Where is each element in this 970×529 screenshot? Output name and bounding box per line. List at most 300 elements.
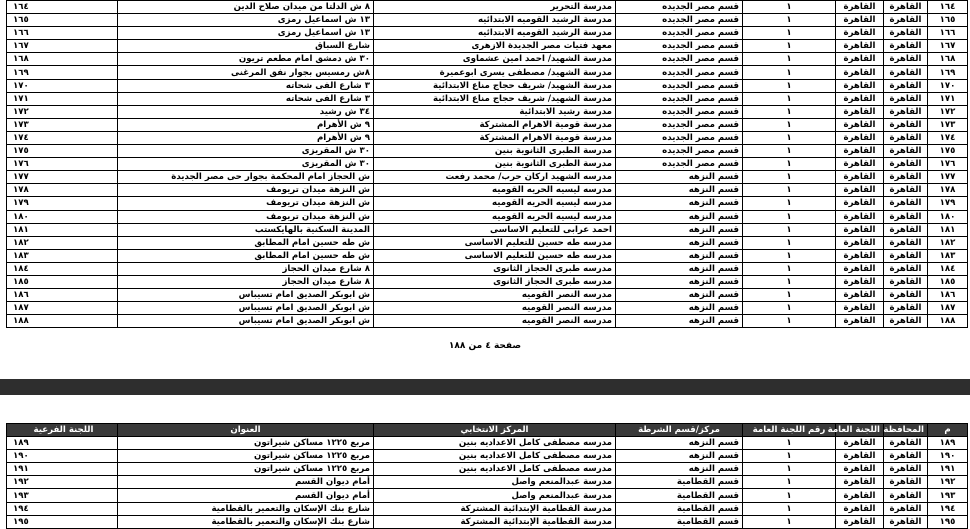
- cell-general-committee: القاهرة: [836, 66, 884, 79]
- cell-address: ٨ شارع ميدان الحجاز: [118, 275, 374, 288]
- cell-governorate: القاهرة: [884, 118, 928, 131]
- cell-address: ش النزهة ميدان تريومف: [118, 184, 374, 197]
- cell-governorate: القاهرة: [884, 105, 928, 118]
- cell-address: ٨ شارع ميدان الحجاز: [118, 262, 374, 275]
- header-sub-committee: اللجنة الفرعية: [7, 424, 118, 437]
- cell-electoral-center: مدرسة رشيد الابتدائية: [374, 105, 616, 118]
- cell-governorate: القاهرة: [884, 210, 928, 223]
- cell-governorate: القاهرة: [884, 27, 928, 40]
- table-row: [7, 79, 968, 92]
- cell-governorate: القاهرة: [884, 92, 928, 105]
- cell-general-committee-number: ١: [743, 53, 836, 66]
- cell-governorate: القاهرة: [884, 145, 928, 158]
- cell-electoral-center: مدرسه ليسيه الحريه القوميه: [374, 184, 616, 197]
- cell-police-station: قسم النزهه: [616, 171, 743, 184]
- cell-general-committee-number: ١: [743, 27, 836, 40]
- cell-electoral-center: مدرسه النصر القوميه: [374, 302, 616, 315]
- cell-police-station: قسم مصر الجديده: [616, 158, 743, 171]
- header-num: م: [928, 424, 968, 437]
- cell-general-committee: القاهرة: [836, 105, 884, 118]
- cell-address: ش ابوبكر الصديق امام تسيباس: [118, 315, 374, 328]
- cell-general-committee: القاهرة: [836, 118, 884, 131]
- cell-electoral-center: مدرسة القطامية الإبتدائية المشتركة: [374, 502, 616, 515]
- cell-address: ١٣ ش اسماعيل رمزى: [118, 27, 374, 40]
- cell-num: ١٨٧: [928, 302, 968, 315]
- cell-governorate: القاهرة: [884, 14, 928, 27]
- table-row: [7, 463, 968, 476]
- cell-police-station: قسم النزهه: [616, 315, 743, 328]
- cell-general-committee: القاهرة: [836, 450, 884, 463]
- cell-general-committee-number: ١: [743, 223, 836, 236]
- cell-governorate: القاهرة: [884, 66, 928, 79]
- cell-police-station: قسم النزهه: [616, 463, 743, 476]
- cell-num: ١٩٣: [928, 489, 968, 502]
- cell-electoral-center: مدرسه طه حسين للتعليم الاساسى: [374, 249, 616, 262]
- cell-general-committee: القاهرة: [836, 515, 884, 528]
- table-row: [7, 92, 968, 105]
- cell-general-committee: القاهرة: [836, 131, 884, 144]
- cell-general-committee-number: ١: [743, 14, 836, 27]
- cell-general-committee: القاهرة: [836, 40, 884, 53]
- cell-general-committee-number: ١: [743, 79, 836, 92]
- cell-num: ١٨٥: [928, 275, 968, 288]
- table-row: [7, 450, 968, 463]
- cell-general-committee: القاهرة: [836, 437, 884, 450]
- cell-sub-committee: ١٨٩: [7, 437, 118, 450]
- cell-general-committee: القاهرة: [836, 275, 884, 288]
- bottom-table-body: [7, 437, 968, 529]
- cell-address: ٩ ش الأهرام: [118, 131, 374, 144]
- cell-num: ١٧٧: [928, 171, 968, 184]
- table-row: [7, 105, 968, 118]
- cell-general-committee-number: ١: [743, 171, 836, 184]
- cell-address: المدينة السكنية بالهايكستب: [118, 223, 374, 236]
- cell-general-committee: القاهرة: [836, 1, 884, 14]
- cell-general-committee: القاهرة: [836, 27, 884, 40]
- table-row: [7, 210, 968, 223]
- table-row: [7, 40, 968, 53]
- cell-sub-committee: ١٩٥: [7, 515, 118, 528]
- cell-governorate: القاهرة: [884, 489, 928, 502]
- table-row: [7, 476, 968, 489]
- cell-electoral-center: مدرسه مصطفى كامل الاعداديه بنين: [374, 437, 616, 450]
- cell-general-committee-number: ١: [743, 118, 836, 131]
- table-row: [7, 158, 968, 171]
- cell-num: ١٨٢: [928, 236, 968, 249]
- cell-police-station: قسم مصر الجديده: [616, 14, 743, 27]
- table-row: [7, 27, 968, 40]
- cell-num: ١٧٩: [928, 197, 968, 210]
- cell-governorate: القاهرة: [884, 275, 928, 288]
- table-row: [7, 302, 968, 315]
- cell-general-committee-number: ١: [743, 145, 836, 158]
- cell-address: مربع ١٢٢٥ مساكن شيراتون: [118, 450, 374, 463]
- cell-num: ١٧٣: [928, 118, 968, 131]
- header-governorate: المحافظة: [884, 424, 928, 437]
- cell-general-committee-number: ١: [743, 262, 836, 275]
- cell-sub-committee: ١٧٨: [7, 184, 118, 197]
- cell-governorate: القاهرة: [884, 463, 928, 476]
- cell-general-committee: القاهرة: [836, 171, 884, 184]
- header-electoral-center: المركز الانتخابي: [374, 424, 616, 437]
- cell-electoral-center: مدرسة الطبرى الثانوية بنين: [374, 158, 616, 171]
- cell-police-station: قسم النزهه: [616, 262, 743, 275]
- cell-general-committee-number: ١: [743, 437, 836, 450]
- cell-governorate: القاهرة: [884, 53, 928, 66]
- cell-address: ش الحجاز امام المحكمة بجوار حى مصر الجديدة: [118, 171, 374, 184]
- cell-police-station: قسم مصر الجديده: [616, 53, 743, 66]
- cell-num: ١٨٤: [928, 262, 968, 275]
- cell-sub-committee: ١٩٣: [7, 489, 118, 502]
- cell-general-committee-number: ١: [743, 289, 836, 302]
- cell-num: ١٩١: [928, 463, 968, 476]
- cell-governorate: القاهرة: [884, 131, 928, 144]
- cell-num: ١٩٥: [928, 515, 968, 528]
- table-row: [7, 289, 968, 302]
- cell-num: ١٨٨: [928, 315, 968, 328]
- cell-governorate: القاهرة: [884, 171, 928, 184]
- page-divider: [0, 379, 970, 395]
- cell-governorate: القاهرة: [884, 184, 928, 197]
- cell-general-committee-number: ١: [743, 92, 836, 105]
- cell-general-committee: القاهرة: [836, 315, 884, 328]
- cell-general-committee: القاهرة: [836, 53, 884, 66]
- cell-electoral-center: مدرسة الشهيد/ مصطفى يسرى ابوعميرة: [374, 66, 616, 79]
- cell-police-station: قسم النزهه: [616, 210, 743, 223]
- cell-governorate: القاهرة: [884, 476, 928, 489]
- cell-general-committee-number: ١: [743, 249, 836, 262]
- cell-num: ١٩٤: [928, 502, 968, 515]
- table-row: [7, 171, 968, 184]
- table-row: [7, 236, 968, 249]
- cell-general-committee-number: ١: [743, 158, 836, 171]
- cell-sub-committee: ١٦٦: [7, 27, 118, 40]
- cell-electoral-center: مدرسه مصطفى كامل الاعداديه بنين: [374, 450, 616, 463]
- cell-general-committee-number: ١: [743, 66, 836, 79]
- table-row: [7, 262, 968, 275]
- cell-electoral-center: مدرسة الرشيد القوميه الابتدائيه: [374, 14, 616, 27]
- cell-num: ١٩٠: [928, 450, 968, 463]
- cell-sub-committee: ١٦٥: [7, 14, 118, 27]
- cell-general-committee: القاهرة: [836, 236, 884, 249]
- cell-sub-committee: ١٦٧: [7, 40, 118, 53]
- cell-general-committee: القاهرة: [836, 158, 884, 171]
- cell-electoral-center: مدرسه طبرى الحجاز الثانوى: [374, 275, 616, 288]
- cell-police-station: قسم النزهه: [616, 184, 743, 197]
- header-general-committee-number: رقم اللجنة العامة: [743, 424, 836, 437]
- cell-general-committee-number: ١: [743, 210, 836, 223]
- table-row: [7, 437, 968, 450]
- cell-police-station: قسم النزهه: [616, 437, 743, 450]
- cell-address: مربع ١٢٢٥ مساكن شيراتون: [118, 463, 374, 476]
- table-row: [7, 197, 968, 210]
- cell-sub-committee: ١٩٢: [7, 476, 118, 489]
- cell-police-station: قسم النزهه: [616, 236, 743, 249]
- cell-police-station: قسم القطامية: [616, 476, 743, 489]
- cell-address: ٨ ش الدلتا من ميدان صلاح الدين: [118, 1, 374, 14]
- cell-police-station: قسم مصر الجديده: [616, 145, 743, 158]
- cell-general-committee-number: ١: [743, 450, 836, 463]
- cell-num: ١٦٤: [928, 1, 968, 14]
- cell-governorate: القاهرة: [884, 437, 928, 450]
- cell-sub-committee: ١٨٠: [7, 210, 118, 223]
- cell-police-station: قسم النزهه: [616, 275, 743, 288]
- cell-general-committee: القاهرة: [836, 476, 884, 489]
- cell-address: ٨ش رمسيس بجوار نفق المرغنى: [118, 66, 374, 79]
- cell-general-committee: القاهرة: [836, 223, 884, 236]
- cell-electoral-center: مدرسة قومية الاهرام المشتركة: [374, 131, 616, 144]
- cell-police-station: قسم مصر الجديده: [616, 40, 743, 53]
- cell-sub-committee: ١٧٣: [7, 118, 118, 131]
- table-row: [7, 131, 968, 144]
- cell-num: ١٧٠: [928, 79, 968, 92]
- cell-sub-committee: ١٦٩: [7, 66, 118, 79]
- cell-electoral-center: مدرسه طه حسين للتعليم الاساسى: [374, 236, 616, 249]
- cell-general-committee-number: ١: [743, 502, 836, 515]
- cell-police-station: قسم مصر الجديده: [616, 79, 743, 92]
- cell-electoral-center: مدرسة الرشيد القوميه الابتدائيه: [374, 27, 616, 40]
- cell-sub-committee: ١٩٤: [7, 502, 118, 515]
- table-row: [7, 502, 968, 515]
- cell-num: ١٨٩: [928, 437, 968, 450]
- cell-sub-committee: ١٨٥: [7, 275, 118, 288]
- cell-sub-committee: ١٧٠: [7, 79, 118, 92]
- cell-general-committee: القاهرة: [836, 489, 884, 502]
- cell-electoral-center: مدرسه ليسيه الحريه القوميه: [374, 210, 616, 223]
- cell-sub-committee: ١٧٥: [7, 145, 118, 158]
- cell-num: ١٧٦: [928, 158, 968, 171]
- cell-sub-committee: ١٨٢: [7, 236, 118, 249]
- cell-police-station: قسم مصر الجديده: [616, 92, 743, 105]
- cell-electoral-center: مدرسه طبرى الحجاز الثانوى: [374, 262, 616, 275]
- cell-police-station: قسم النزهه: [616, 249, 743, 262]
- table-row: [7, 249, 968, 262]
- cell-general-committee-number: ١: [743, 275, 836, 288]
- cell-address: ١٣ ش اسماعيل رمزى: [118, 14, 374, 27]
- cell-general-committee-number: ١: [743, 463, 836, 476]
- cell-address: ش ابوبكر الصديق امام تسيباس: [118, 289, 374, 302]
- cell-electoral-center: مدرسة عبدالمنعم واصل: [374, 476, 616, 489]
- cell-general-committee: القاهرة: [836, 210, 884, 223]
- cell-governorate: القاهرة: [884, 236, 928, 249]
- cell-governorate: القاهرة: [884, 502, 928, 515]
- cell-address: شارع بنك الإسكان والتعمير بالقطامية: [118, 515, 374, 528]
- cell-address: ش النزهة ميدان تريومف: [118, 197, 374, 210]
- committees-table-bottom: [6, 423, 968, 529]
- cell-general-committee: القاهرة: [836, 197, 884, 210]
- cell-police-station: قسم القطامية: [616, 515, 743, 528]
- table-row: [7, 515, 968, 528]
- cell-general-committee-number: ١: [743, 1, 836, 14]
- cell-address: أمام ديوان القسم: [118, 476, 374, 489]
- cell-general-committee: القاهرة: [836, 79, 884, 92]
- cell-sub-committee: ١٧٦: [7, 158, 118, 171]
- cell-electoral-center: احمد عرابى للتعليم الاساسى: [374, 223, 616, 236]
- cell-governorate: القاهرة: [884, 302, 928, 315]
- table-row: [7, 66, 968, 79]
- cell-electoral-center: معهد فتيات مصر الجديدة الازهرى: [374, 40, 616, 53]
- cell-num: ١٨٠: [928, 210, 968, 223]
- cell-general-committee: القاهرة: [836, 249, 884, 262]
- cell-sub-committee: ١٧١: [7, 92, 118, 105]
- cell-governorate: القاهرة: [884, 197, 928, 210]
- cell-electoral-center: مدرسه الشهيد اركان حرب/ محمد رفعت: [374, 171, 616, 184]
- cell-num: ١٧١: [928, 92, 968, 105]
- cell-num: ١٦٨: [928, 53, 968, 66]
- cell-governorate: القاهرة: [884, 315, 928, 328]
- cell-num: ١٨٣: [928, 249, 968, 262]
- cell-general-committee: القاهرة: [836, 289, 884, 302]
- cell-sub-committee: ١٨٣: [7, 249, 118, 262]
- cell-electoral-center: مدرسه مصطفى كامل الاعداديه بنين: [374, 463, 616, 476]
- table-row: [7, 489, 968, 502]
- cell-electoral-center: مدرسة قومية الاهرام المشتركة: [374, 118, 616, 131]
- cell-address: مربع ١٢٢٥ مساكن شيراتون: [118, 437, 374, 450]
- cell-police-station: قسم القطامية: [616, 489, 743, 502]
- cell-address: ٣٠ ش المقريزى: [118, 145, 374, 158]
- table-row: [7, 118, 968, 131]
- cell-general-committee-number: ١: [743, 236, 836, 249]
- cell-address: ش طه حسين امام المطابق: [118, 236, 374, 249]
- cell-address: ٩ ش الأهرام: [118, 118, 374, 131]
- table-row: [7, 223, 968, 236]
- table-row: [7, 145, 968, 158]
- cell-general-committee-number: ١: [743, 105, 836, 118]
- cell-police-station: قسم مصر الجديده: [616, 27, 743, 40]
- cell-general-committee-number: ١: [743, 302, 836, 315]
- cell-general-committee: القاهرة: [836, 302, 884, 315]
- cell-num: ١٨١: [928, 223, 968, 236]
- cell-num: ١٧٥: [928, 145, 968, 158]
- table-header-row: [7, 424, 968, 437]
- table-row: [7, 184, 968, 197]
- cell-address: شارع بنك الإسكان والتعمير بالقطامية: [118, 502, 374, 515]
- cell-address: أمام ديوان القسم: [118, 489, 374, 502]
- table-row: [7, 275, 968, 288]
- cell-electoral-center: مدرسه النصر القوميه: [374, 289, 616, 302]
- cell-electoral-center: مدرسة الشهيد/ احمد امين عشماوى: [374, 53, 616, 66]
- cell-num: ١٩٢: [928, 476, 968, 489]
- cell-police-station: قسم النزهه: [616, 197, 743, 210]
- cell-address: ٣٤ ش رشيد: [118, 105, 374, 118]
- cell-police-station: قسم مصر الجديده: [616, 66, 743, 79]
- cell-sub-committee: ١٨١: [7, 223, 118, 236]
- cell-police-station: قسم القطامية: [616, 502, 743, 515]
- cell-electoral-center: مدرسة الشهيد/ شريف حجاج مناع الابتدائية: [374, 92, 616, 105]
- cell-sub-committee: ١٧٢: [7, 105, 118, 118]
- cell-address: ش النزهة ميدان تريومف: [118, 210, 374, 223]
- header-police-station: مركز/قسم الشرطة: [616, 424, 743, 437]
- cell-general-committee: القاهرة: [836, 14, 884, 27]
- cell-governorate: القاهرة: [884, 262, 928, 275]
- cell-general-committee-number: ١: [743, 315, 836, 328]
- cell-electoral-center: مدرسة القطامية الإبتدائية المشتركة: [374, 515, 616, 528]
- cell-electoral-center: مدرسه النصر القوميه: [374, 315, 616, 328]
- table-row: [7, 1, 968, 14]
- cell-address: شارع السباق: [118, 40, 374, 53]
- cell-general-committee: القاهرة: [836, 502, 884, 515]
- cell-governorate: القاهرة: [884, 40, 928, 53]
- committees-table-top: [6, 0, 968, 328]
- cell-num: ١٨٦: [928, 289, 968, 302]
- cell-address: ش ابوبكر الصديق امام تسيباس: [118, 302, 374, 315]
- header-address: العنوان: [118, 424, 374, 437]
- cell-address: ٣ شارع الفى شحاته: [118, 92, 374, 105]
- cell-general-committee-number: ١: [743, 515, 836, 528]
- cell-governorate: القاهرة: [884, 1, 928, 14]
- page-footer: صفحة ٤ من ١٨٨: [448, 341, 522, 351]
- cell-police-station: قسم مصر الجديده: [616, 118, 743, 131]
- cell-police-station: قسم مصر الجديده: [616, 105, 743, 118]
- table-row: [7, 14, 968, 27]
- cell-governorate: القاهرة: [884, 289, 928, 302]
- cell-sub-committee: ١٨٤: [7, 262, 118, 275]
- cell-address: ٣٠ ش دمشق امام مطعم تريون: [118, 53, 374, 66]
- cell-num: ١٧٢: [928, 105, 968, 118]
- cell-num: ١٧٨: [928, 184, 968, 197]
- cell-sub-committee: ١٦٨: [7, 53, 118, 66]
- cell-police-station: قسم مصر الجديده: [616, 131, 743, 144]
- cell-general-committee-number: ١: [743, 489, 836, 502]
- cell-governorate: القاهرة: [884, 223, 928, 236]
- header-general-committee: اللجنة العامة: [836, 424, 884, 437]
- cell-sub-committee: ١٦٤: [7, 1, 118, 14]
- cell-general-committee: القاهرة: [836, 463, 884, 476]
- cell-general-committee: القاهرة: [836, 262, 884, 275]
- cell-electoral-center: مدرسة الطبرى الثانوية بنين: [374, 145, 616, 158]
- cell-num: ١٦٦: [928, 27, 968, 40]
- cell-general-committee: القاهرة: [836, 92, 884, 105]
- cell-police-station: قسم النزهه: [616, 289, 743, 302]
- cell-sub-committee: ١٨٨: [7, 315, 118, 328]
- cell-sub-committee: ١٩١: [7, 463, 118, 476]
- table-row: [7, 315, 968, 328]
- cell-address: ش طه حسين امام المطابق: [118, 249, 374, 262]
- cell-general-committee: القاهرة: [836, 184, 884, 197]
- cell-police-station: قسم النزهه: [616, 302, 743, 315]
- cell-sub-committee: ١٧٧: [7, 171, 118, 184]
- cell-governorate: القاهرة: [884, 158, 928, 171]
- cell-sub-committee: ١٨٧: [7, 302, 118, 315]
- cell-governorate: القاهرة: [884, 79, 928, 92]
- cell-num: ١٧٤: [928, 131, 968, 144]
- top-table-body: [7, 1, 968, 328]
- cell-general-committee-number: ١: [743, 197, 836, 210]
- cell-general-committee-number: ١: [743, 131, 836, 144]
- cell-police-station: قسم مصر الجديده: [616, 1, 743, 14]
- cell-sub-committee: ١٨٦: [7, 289, 118, 302]
- table-row: [7, 53, 968, 66]
- cell-num: ١٦٧: [928, 40, 968, 53]
- cell-num: ١٦٥: [928, 14, 968, 27]
- cell-sub-committee: ١٩٠: [7, 450, 118, 463]
- cell-general-committee-number: ١: [743, 40, 836, 53]
- cell-num: ١٦٩: [928, 66, 968, 79]
- cell-electoral-center: مدرسة التحرير: [374, 1, 616, 14]
- cell-sub-committee: ١٧٩: [7, 197, 118, 210]
- cell-general-committee-number: ١: [743, 476, 836, 489]
- cell-governorate: القاهرة: [884, 515, 928, 528]
- cell-general-committee-number: ١: [743, 184, 836, 197]
- cell-police-station: قسم النزهه: [616, 450, 743, 463]
- cell-electoral-center: مدرسة الشهيد/ شريف حجاج مناع الابتدائية: [374, 79, 616, 92]
- cell-sub-committee: ١٧٤: [7, 131, 118, 144]
- cell-governorate: القاهرة: [884, 450, 928, 463]
- cell-governorate: القاهرة: [884, 249, 928, 262]
- cell-electoral-center: مدرسة عبدالمنعم واصل: [374, 489, 616, 502]
- cell-address: ٣ شارع الفى شحاته: [118, 79, 374, 92]
- cell-general-committee: القاهرة: [836, 145, 884, 158]
